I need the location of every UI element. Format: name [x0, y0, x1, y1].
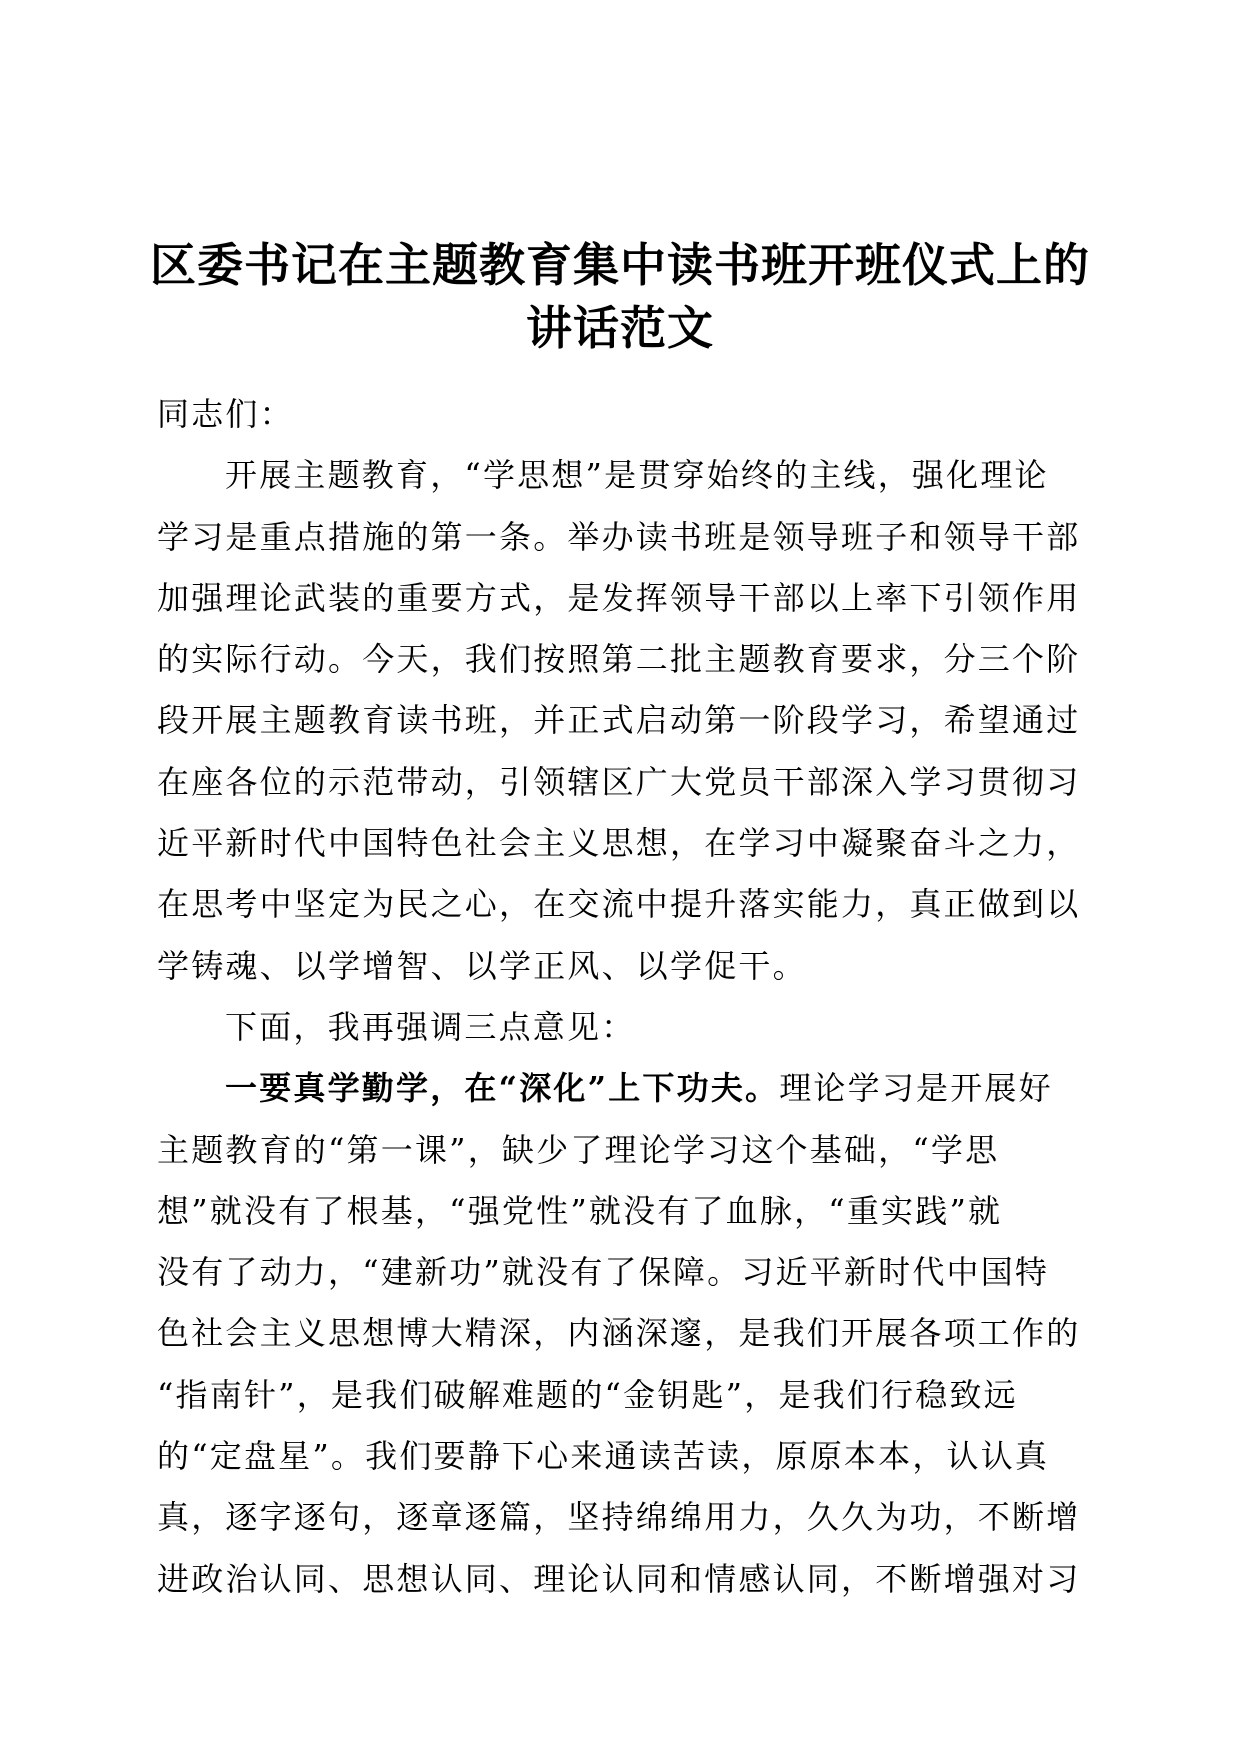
section-1-line: 的“定盘星”。我们要静下心来通读苦读，原原本本，认认真: [157, 1437, 1050, 1476]
salutation: 同志们：: [157, 395, 294, 433]
section-1-line: 真，逐字逐句，逐章逐篇，坚持绵绵用力，久久为功，不断增: [157, 1498, 1081, 1537]
section-1-line: 想”就没有了根基，“强党性”就没有了血脉，“重实践”就: [157, 1191, 1003, 1230]
paragraph-1-line: 段开展主题教育读书班，并正式启动第一阶段学习，希望通过: [157, 701, 1081, 740]
section-1-heading: 一要真学勤学，在“深化”上下功夫。: [225, 1069, 780, 1108]
paragraph-1-line: 在思考中坚定为民之心，在交流中提升落实能力，真正做到以: [157, 885, 1081, 924]
section-1-line: 色社会主义思想博大精深，内涵深邃，是我们开展各项工作的: [157, 1314, 1081, 1353]
paragraph-1-line: 开展主题教育，“学思想”是贯穿始终的主线，强化理论: [225, 456, 1049, 495]
document-body: [157, 384, 1081, 1610]
paragraph-1-line: 在座各位的示范带动，引领辖区广大党员干部深入学习贯彻习: [157, 762, 1081, 801]
section-1-line: “指南针”，是我们破解难题的“金钥匙”，是我们行稳致远: [157, 1375, 1018, 1414]
paragraph-1-line: 近平新时代中国特色社会主义思想，在学习中凝聚奋斗之力，: [157, 824, 1081, 863]
paragraph-2: 下面，我再强调三点意见：: [225, 1007, 636, 1046]
section-1-line: 没有了动力，“建新功”就没有了保障。习近平新时代中国特: [157, 1253, 1050, 1292]
section-1-line: 主题教育的“第一课”，缺少了理论学习这个基础，“学思: [157, 1130, 1000, 1169]
paragraph-1-line: 加强理论武装的重要方式，是发挥领导干部以上率下引领作用: [157, 578, 1081, 617]
section-1-first-line-rest: 理论学习是开展好: [779, 1069, 1053, 1108]
paragraph-1-line: 学铸魂、以学增智、以学正风、以学促干。: [157, 946, 807, 985]
section-1-first-line: [157, 1058, 1057, 1119]
paragraph-1-line: 的实际行动。今天，我们按照第二批主题教育要求，分三个阶: [157, 640, 1081, 679]
section-1-line: 进政治认同、思想认同、理论认同和情感认同，不断增强对习: [157, 1559, 1081, 1598]
document-title-line-2: 讲话范文: [526, 301, 714, 355]
document-title-line-1: 区委书记在主题教育集中读书班开班仪式上的: [150, 238, 1090, 292]
paragraph-1-line: 学习是重点措施的第一条。举办读书班是领导班子和领导干部: [157, 517, 1081, 556]
